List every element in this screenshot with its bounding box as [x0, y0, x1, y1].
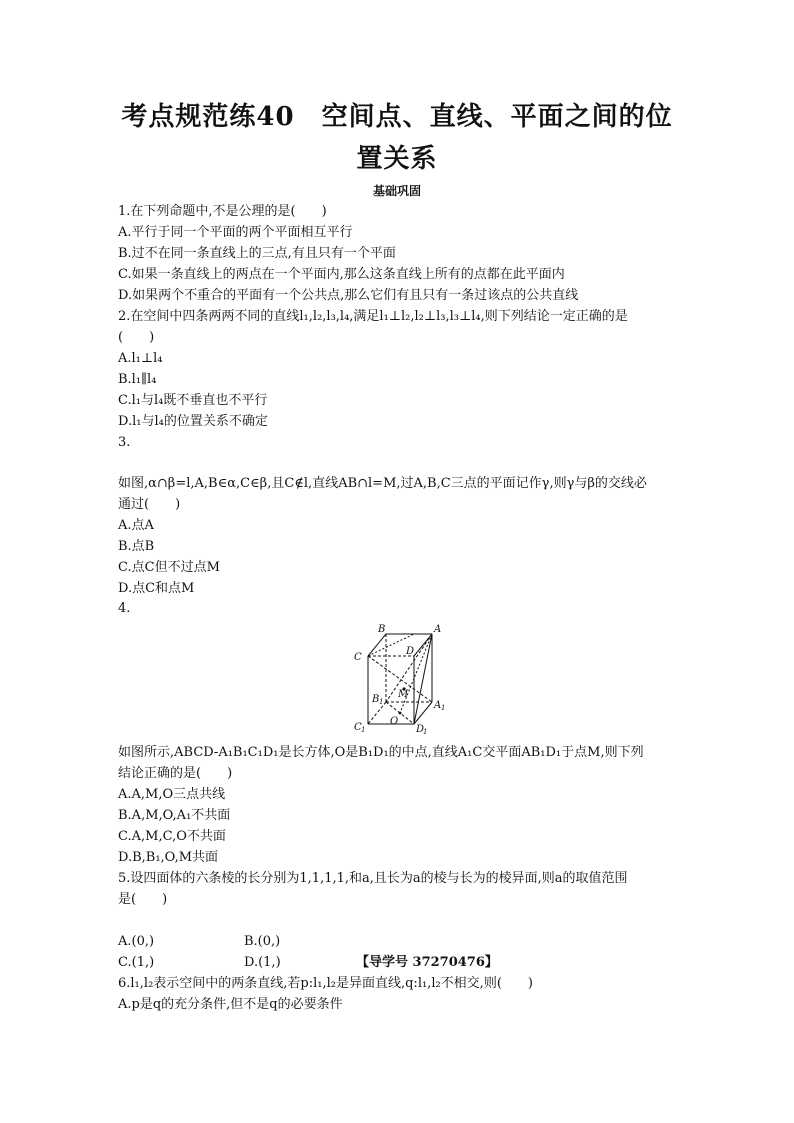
q3-number: 3.: [118, 435, 131, 450]
point-O: [399, 712, 402, 715]
page-title-line-2: 置关系: [356, 144, 438, 174]
q2-stem-cont: ( ): [118, 330, 155, 345]
guide-reference-number: 【导学号 37270476】: [356, 955, 498, 970]
page-title: [60, 96, 734, 180]
q4-option-b: B.A,M,O,A₁不共面: [118, 808, 231, 823]
q5-stem-cont: 是( ): [118, 892, 168, 907]
label-A: A: [434, 624, 442, 635]
label-O: O: [390, 716, 399, 727]
cuboid-figure: [346, 622, 450, 734]
q3-option-a: A.点A: [118, 518, 154, 533]
q4-stem: 如图所示,ABCD-A₁B₁C₁D₁是长方体,O是B₁D₁的中点,直线A₁C交平面AB₁D₁于点M,则下列: [118, 745, 644, 760]
q2-option-a: A.l₁⊥l₄: [118, 351, 163, 366]
label-B1-sub: 1: [379, 698, 384, 706]
q5-option-d: D.(1,): [244, 955, 281, 970]
label-B1: B: [372, 694, 380, 705]
page-title-line-1: 考点规范练40 空间点、直线、平面之间的位: [121, 102, 673, 132]
q2-option-b: B.l₁∥l₄: [118, 372, 157, 387]
q1-option-d: D.如果两个不重合的平面有一个公共点,那么它们有且只有一条过该点的公共直线: [118, 288, 579, 303]
q2-stem: 2.在空间中四条两两不同的直线l₁,l₂,l₃,l₄,满足l₁⊥l₂,l₂⊥l₃,l₃⊥l₄,则下列结论一定正确的是: [118, 309, 628, 324]
label-D1-sub: 1: [423, 728, 428, 734]
label-C: C: [354, 652, 362, 663]
q3-option-d: D.点C和点M: [118, 581, 195, 596]
label-C1-sub: 1: [361, 726, 366, 734]
q3-option-b: B.点B: [118, 539, 155, 554]
label-D1: D: [416, 724, 425, 734]
q5-option-a: A.(0,): [118, 934, 155, 949]
q4-option-d: D.B,B₁,O,M共面: [118, 850, 219, 865]
q4-stem-cont: 结论正确的是( ): [118, 766, 233, 781]
q5-option-b: B.(0,): [244, 934, 281, 949]
label-A1: A: [434, 700, 442, 711]
q5-option-c: C.(1,): [118, 955, 155, 970]
q4-option-a: A.A,M,O三点共线: [118, 787, 226, 802]
edge-BC: [368, 634, 386, 656]
label-M: M: [398, 689, 409, 700]
label-D: D: [406, 646, 415, 657]
q6-stem: 6.l₁,l₂表示空间中的两条直线,若p:l₁,l₂是异面直线,q:l₁,l₂不相交,则( ): [118, 976, 533, 991]
label-A1-sub: 1: [441, 704, 446, 712]
q2-option-c: C.l₁与l₄既不垂直也不平行: [118, 393, 268, 408]
q3-stem-cont: 通过( ): [118, 497, 181, 512]
section-heading: 基础巩固: [372, 184, 421, 198]
q3-option-c: C.点C但不过点M: [118, 560, 220, 575]
q4-option-c: C.A,M,C,O不共面: [118, 829, 226, 844]
q4-number: 4.: [118, 601, 131, 616]
q6-option-a: A.p是q的充分条件,但不是q的必要条件: [118, 997, 343, 1012]
label-C1: C: [354, 722, 362, 733]
q1-stem: 1.在下列命题中,不是公理的是( ): [118, 204, 327, 219]
q1-option-a: A.平行于同一个平面的两个平面相互平行: [118, 225, 353, 240]
q1-option-c: C.如果一条直线上的两点在一个平面内,那么这条直线上所有的点都在此平面内: [118, 267, 565, 282]
q5-stem: 5.设四面体的六条棱的长分别为1,1,1,1,和a,且长为a的棱与长为的棱异面,则a的取值范围: [118, 871, 628, 886]
q3-stem: 如图,α∩β=l,A,B∈α,C∈β,且C∉l,直线AB∩l=M,过A,B,C三点的平面记作γ,则γ与β的交线必: [118, 476, 647, 491]
q1-option-b: B.过不在同一条直线上的三点,有且只有一个平面: [118, 246, 396, 261]
q2-option-d: D.l₁与l₄的位置关系不确定: [118, 414, 268, 429]
label-B: B: [378, 624, 386, 635]
